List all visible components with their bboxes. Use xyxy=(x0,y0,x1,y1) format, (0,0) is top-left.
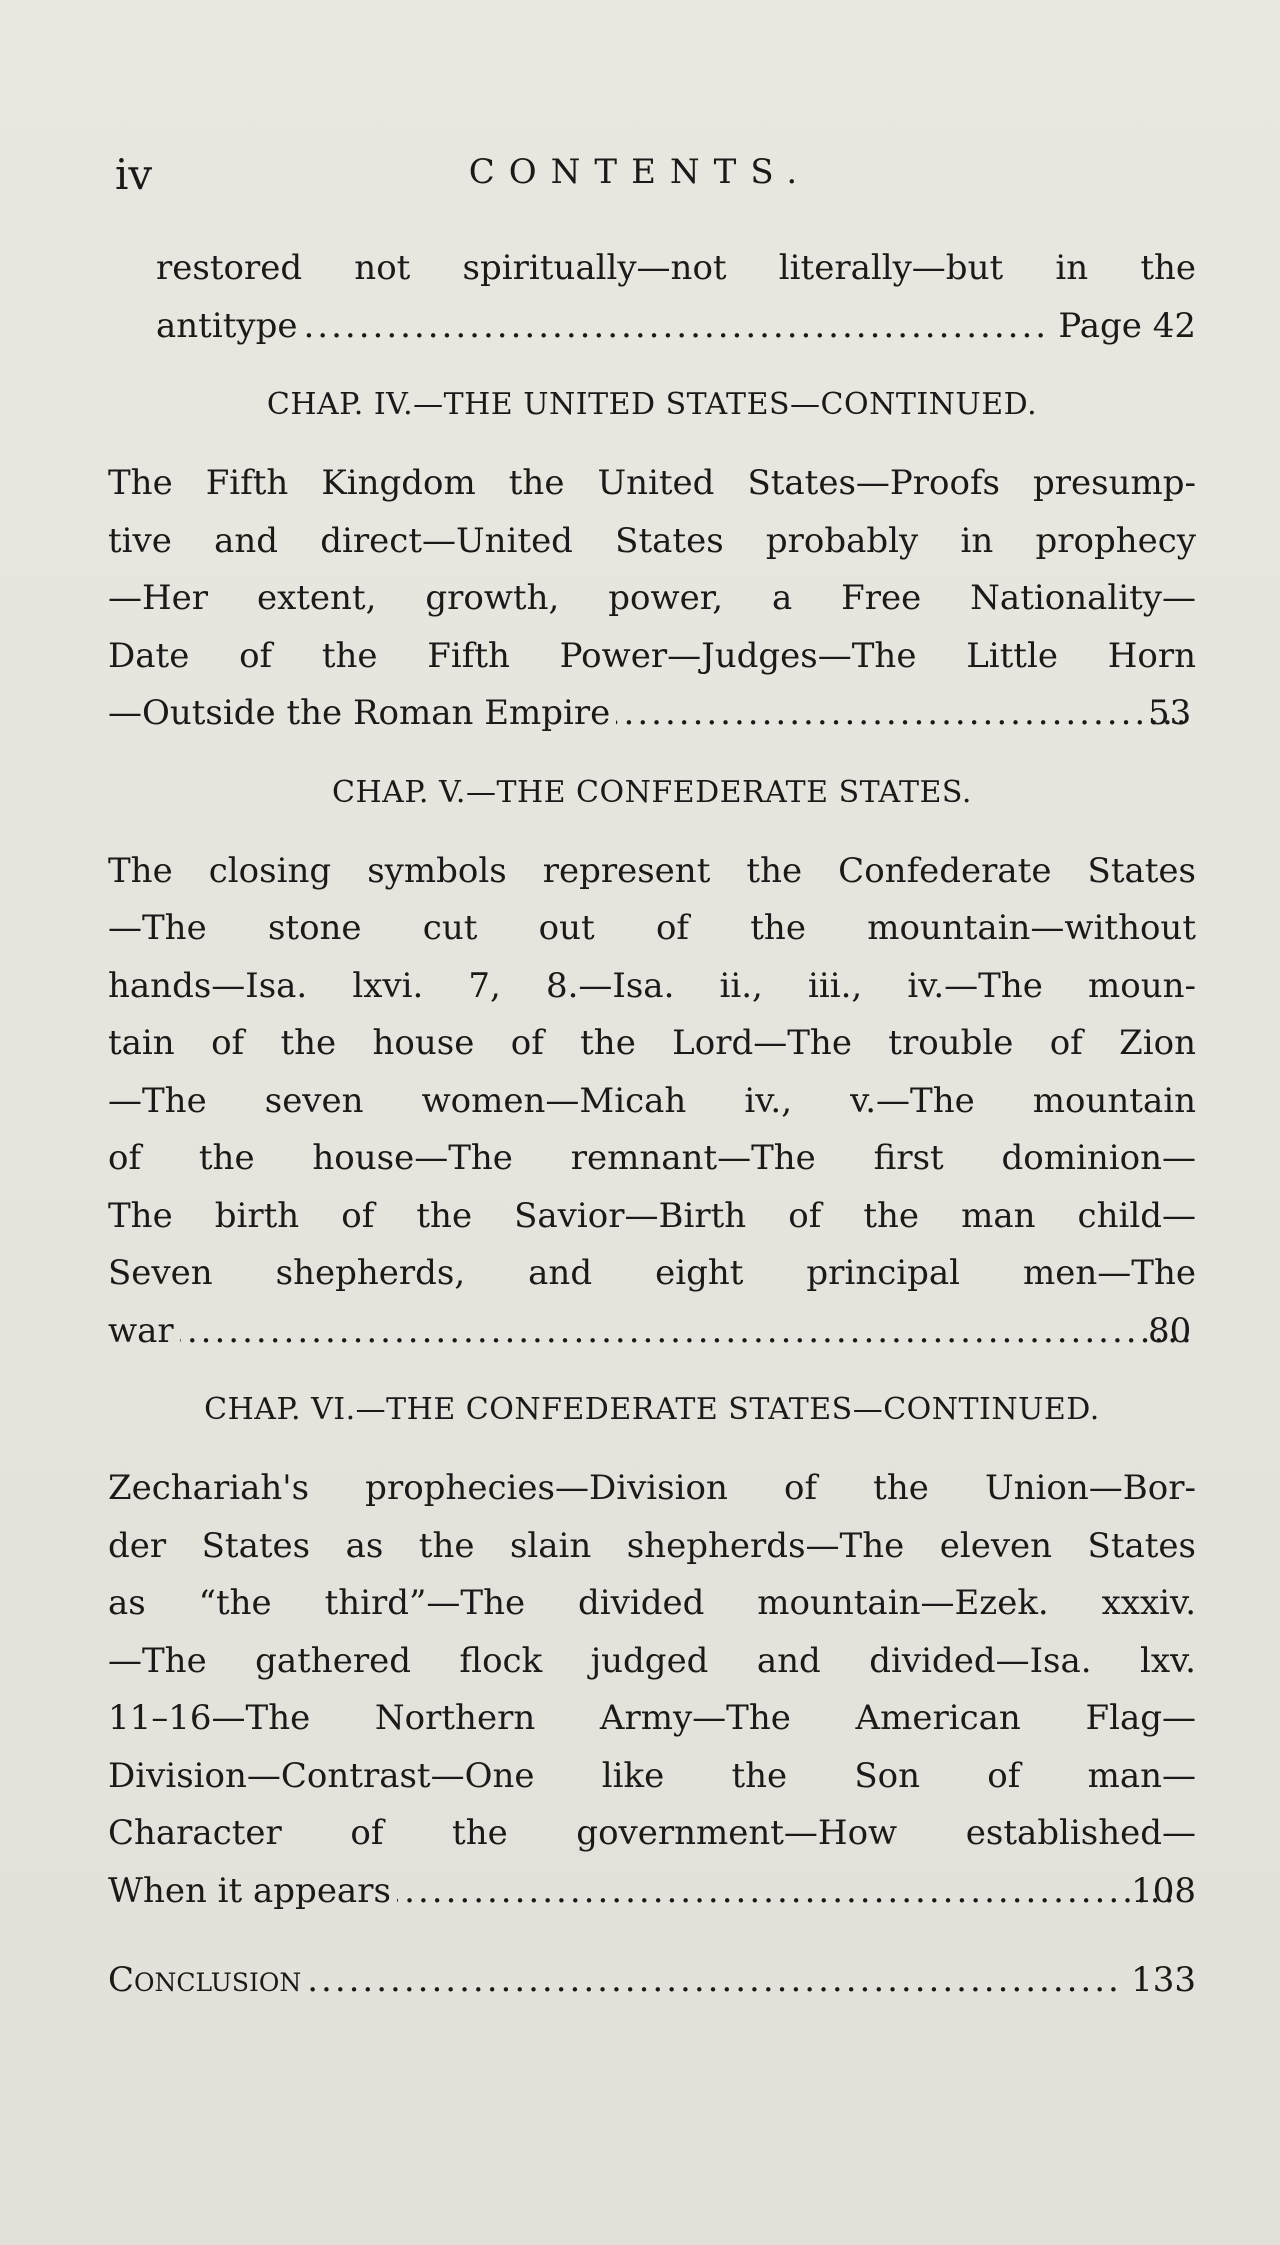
leader-dots xyxy=(307,1952,1125,2010)
entry-last-line: war ..... 80 xyxy=(156,1303,1196,1361)
entry-last-line xyxy=(156,298,1196,356)
running-title: CONTENTS. xyxy=(468,152,812,192)
contents-list xyxy=(108,240,1196,2012)
entry-line: —Her extent, growth, power, a Free Nationality— xyxy=(108,578,1196,618)
entry-line: —The gathered flock judged and divided—Isa. lxv. xyxy=(108,1640,1196,1681)
entry-text: When it appears xyxy=(108,1870,391,1911)
chap3-continued-entry xyxy=(108,240,1196,355)
page-ref: 133 xyxy=(1131,1960,1196,2000)
entry-text: antitype xyxy=(156,305,298,346)
entry-line: Character of the government—How established— xyxy=(108,1813,1196,1853)
entry-line: Division—Contrast—One like the Son of man— xyxy=(108,1755,1196,1796)
conclusion-rest: ONCLUSION xyxy=(134,1968,302,1997)
conclusion-initial: C xyxy=(108,1960,135,2000)
entry-line: —The seven women—Micah iv., v.—The mountain xyxy=(108,1080,1196,1121)
entry-last-line: —Outside the Roman Empire ..... 53 xyxy=(156,685,1196,743)
leader-dots xyxy=(616,685,1190,743)
entry-text: —Outside the Roman Empire xyxy=(108,693,611,733)
entry-line: tain of the house of the Lord—The trouble of Zion xyxy=(108,1023,1196,1063)
entry-line: —The stone cut out of the mountain—without xyxy=(108,908,1196,948)
chap5-entry xyxy=(108,843,1196,1361)
leader-dots xyxy=(303,298,1052,356)
page-ref: Page 42 xyxy=(1058,305,1196,346)
chap6-entry xyxy=(108,1460,1196,1920)
entry-line: der States as the slain shepherds—The eleven States xyxy=(108,1525,1196,1566)
entry-line: of the house—The remnant—The first dominion— xyxy=(108,1138,1196,1178)
entry-line: as “the third”—The divided mountain—Ezek. xxxiv. xyxy=(108,1583,1196,1623)
entry-line: 11–16—The Northern Army—The American Flag— xyxy=(108,1698,1196,1738)
entry-last-line xyxy=(108,1952,1196,2012)
leader-dots xyxy=(397,1863,1173,1921)
entry-last-line xyxy=(108,1863,1196,1921)
chap4-entry xyxy=(108,455,1196,743)
entry-text xyxy=(108,1952,301,2012)
page-ref: 108 xyxy=(1131,1870,1196,1911)
entry-line: The closing symbols represent the Confederate States xyxy=(108,850,1196,891)
entry-line: The birth of the Savior—Birth of the man child— xyxy=(108,1195,1196,1236)
entry-text: war xyxy=(108,1310,174,1351)
entry-line: Date of the Fifth Power—Judges—The Little Horn xyxy=(108,635,1196,676)
page-number: iv xyxy=(115,150,153,199)
entry-line: The Fifth Kingdom the United States—Proofs presump- xyxy=(108,463,1196,503)
chapter-heading-vi: CHAP. VI.—THE CONFEDERATE STATES—CONTINUED. xyxy=(204,1392,1100,1427)
entry-line: Zechariah's prophecies—Division of the Union—Bor- xyxy=(108,1468,1196,1508)
entry-line: hands—Isa. lxvi. 7, 8.—Isa. ii., iii., iv.—The moun- xyxy=(108,965,1196,1006)
entry-line: Seven shepherds, and eight principal men—The xyxy=(108,1253,1196,1293)
leader-dots xyxy=(180,1303,1190,1361)
conclusion-entry xyxy=(108,1952,1196,2012)
entry-line: tive and direct—United States probably in prophecy xyxy=(108,520,1196,561)
page-header xyxy=(0,150,1280,200)
chapter-heading-v: CHAP. V.—THE CONFEDERATE STATES. xyxy=(332,774,972,810)
entry-line: restored not spiritually—not literally—but in the xyxy=(156,248,1196,288)
chapter-heading-iv: CHAP. IV.—THE UNITED STATES—CONTINUED. xyxy=(266,387,1038,422)
